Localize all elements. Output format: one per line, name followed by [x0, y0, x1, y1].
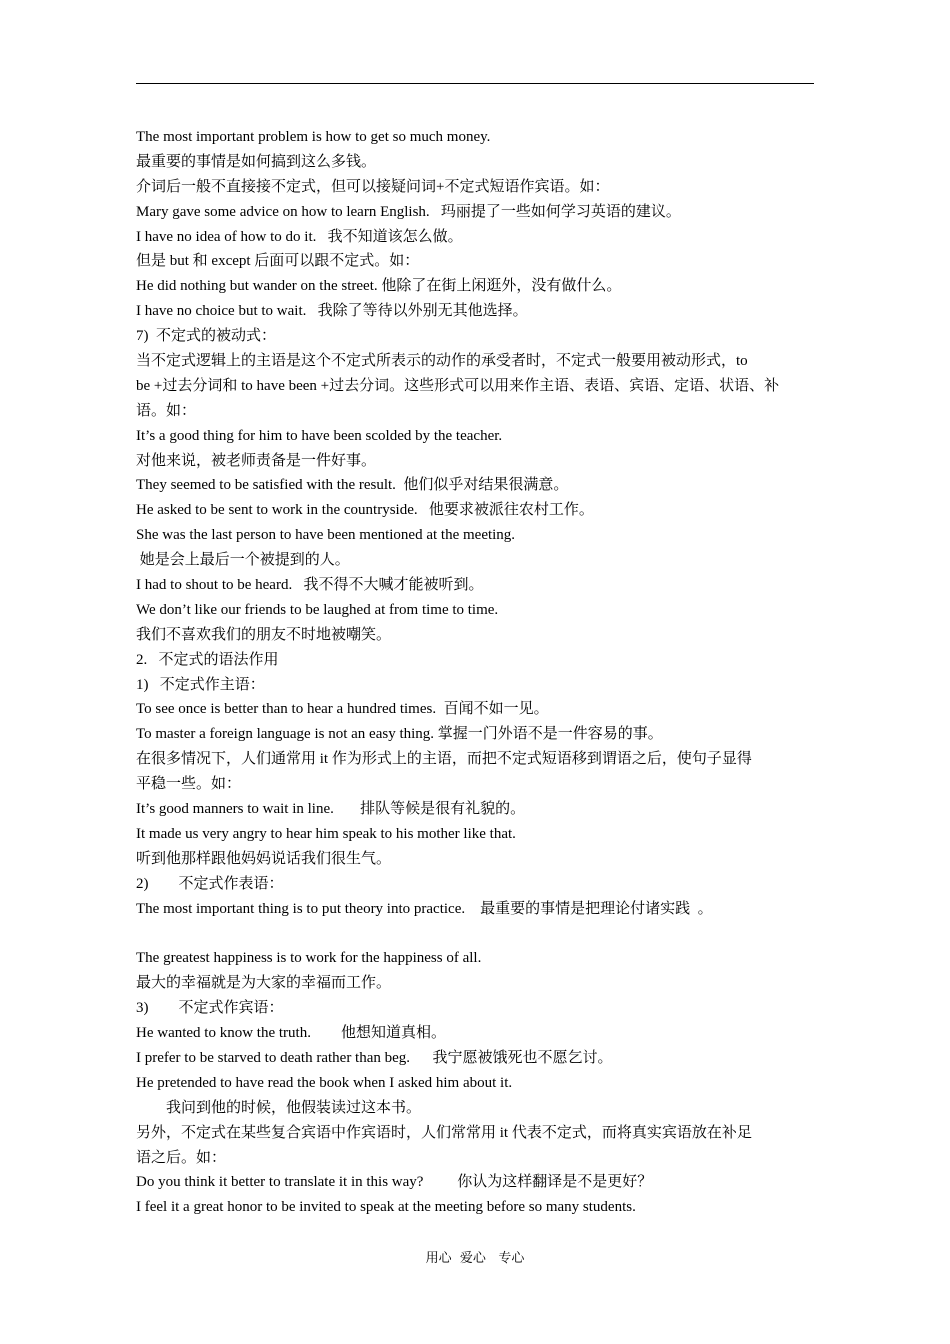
- text-line: He pretended to have read the book when I asked him about it.: [136, 1074, 513, 1091]
- text-line: The greatest happiness is to work for the happiness of all.: [136, 950, 482, 967]
- text-line: It’s a good thing for him to have been scolded by the teacher.: [136, 427, 503, 444]
- text-line: 当不定式逻辑上的主语是这个不定式所表示的动作的承受者时，不定式一般要用被动形式，to: [136, 353, 748, 370]
- text-line: Mary gave some advice on how to learn English. 玛丽提了一些如何学习英语的建议。: [136, 203, 681, 220]
- document-body: [136, 125, 816, 1220]
- text-line: 最大的幸福就是为大家的幸福而工作。: [136, 975, 392, 992]
- text-line: 2) 不定式作表语：: [136, 875, 284, 892]
- text-line: I have no idea of how to do it. 我不知道该怎么做。: [136, 228, 463, 245]
- text-line: I have no choice but to wait. 我除了等待以外别无其他选择。: [136, 303, 528, 320]
- text-line: Do you think it better to translate it in this way? 你认为这样翻译是不是更好？: [136, 1174, 653, 1191]
- text-line: He asked to be sent to work in the countryside. 他要求被派往农村工作。: [136, 502, 594, 519]
- text-line: I prefer to be starved to death rather than beg. 我宁愿被饿死也不愿乞讨。: [136, 1049, 613, 1066]
- text-line: To master a foreign language is not an easy thing. 掌握一门外语不是一件容易的事。: [136, 726, 663, 743]
- text-line: 我们不喜欢我们的朋友不时地被嘲笑。: [136, 626, 392, 643]
- text-line: 但是 but 和 except 后面可以跟不定式。如：: [136, 253, 420, 270]
- text-line: 3) 不定式作宾语：: [136, 1000, 284, 1017]
- text-line: 1) 不定式作主语：: [136, 676, 265, 693]
- text-line: 在很多情况下，人们通常用 it 作为形式上的主语，而把不定式短语移到谓语之后，使句子显得: [136, 751, 752, 768]
- text-line: 听到他那样跟他妈妈说话我们很生气。: [136, 850, 392, 867]
- text-line: She was the last person to have been mentioned at the meeting.: [136, 527, 516, 544]
- text-line: 7) 不定式的被动式：: [136, 328, 276, 345]
- text-line: 2. 不定式的语法作用: [136, 651, 279, 668]
- text-line: He wanted to know the truth. 他想知道真相。: [136, 1025, 446, 1042]
- text-line: 她是会上最后一个被提到的人。: [136, 552, 350, 569]
- page-footer: 用心 爱心 专心: [425, 1251, 525, 1266]
- text-line: To see once is better than to hear a hundred times. 百闻不如一见。: [136, 701, 549, 718]
- text-line: He did nothing but wander on the street. 他除了在街上闲逛外，没有做什么。: [136, 278, 622, 295]
- text-line: It made us very angry to hear him speak to his mother like that.: [136, 825, 516, 842]
- text-line: [136, 922, 816, 947]
- text-line: It’s good manners to wait in line. 排队等候是很有礼貌的。: [136, 801, 526, 818]
- text-line: 最重要的事情是如何搞到这么多钱。: [136, 153, 377, 170]
- text-line: 语之后。如：: [136, 1149, 227, 1166]
- text-line: We don’t like our friends to be laughed at from time to time.: [136, 601, 499, 618]
- text-line: They seemed to be satisfied with the result. 他们似乎对结果很满意。: [136, 477, 569, 494]
- text-line: I feel it a great honor to be invited to speak at the meeting before so many students.: [136, 1199, 636, 1216]
- text-line: 平稳一些。如：: [136, 776, 242, 793]
- text-line: The most important thing is to put theory into practice. 最重要的事情是把理论付诸实践 。: [136, 900, 713, 917]
- text-line: 另外，不定式在某些复合宾语中作宾语时，人们常常用 it 代表不定式，而将真实宾语放在补足: [136, 1124, 752, 1141]
- text-line: I had to shout to be heard. 我不得不大喊才能被听到。: [136, 577, 484, 594]
- text-line: 我问到他的时候，他假装读过这本书。: [136, 1099, 422, 1116]
- text-line: be +过去分词和 to have been +过去分词。这些形式可以用来作主语、表语、宾语、定语、状语、补: [136, 377, 780, 394]
- header-rule: [136, 83, 814, 84]
- text-line: 对他来说，被老师责备是一件好事。: [136, 452, 377, 469]
- text-line: 语。如：: [136, 402, 197, 419]
- text-line: The most important problem is how to get so much money.: [136, 129, 491, 145]
- text-line: 介词后一般不直接接不定式，但可以接疑问词+不定式短语作宾语。如：: [136, 178, 610, 195]
